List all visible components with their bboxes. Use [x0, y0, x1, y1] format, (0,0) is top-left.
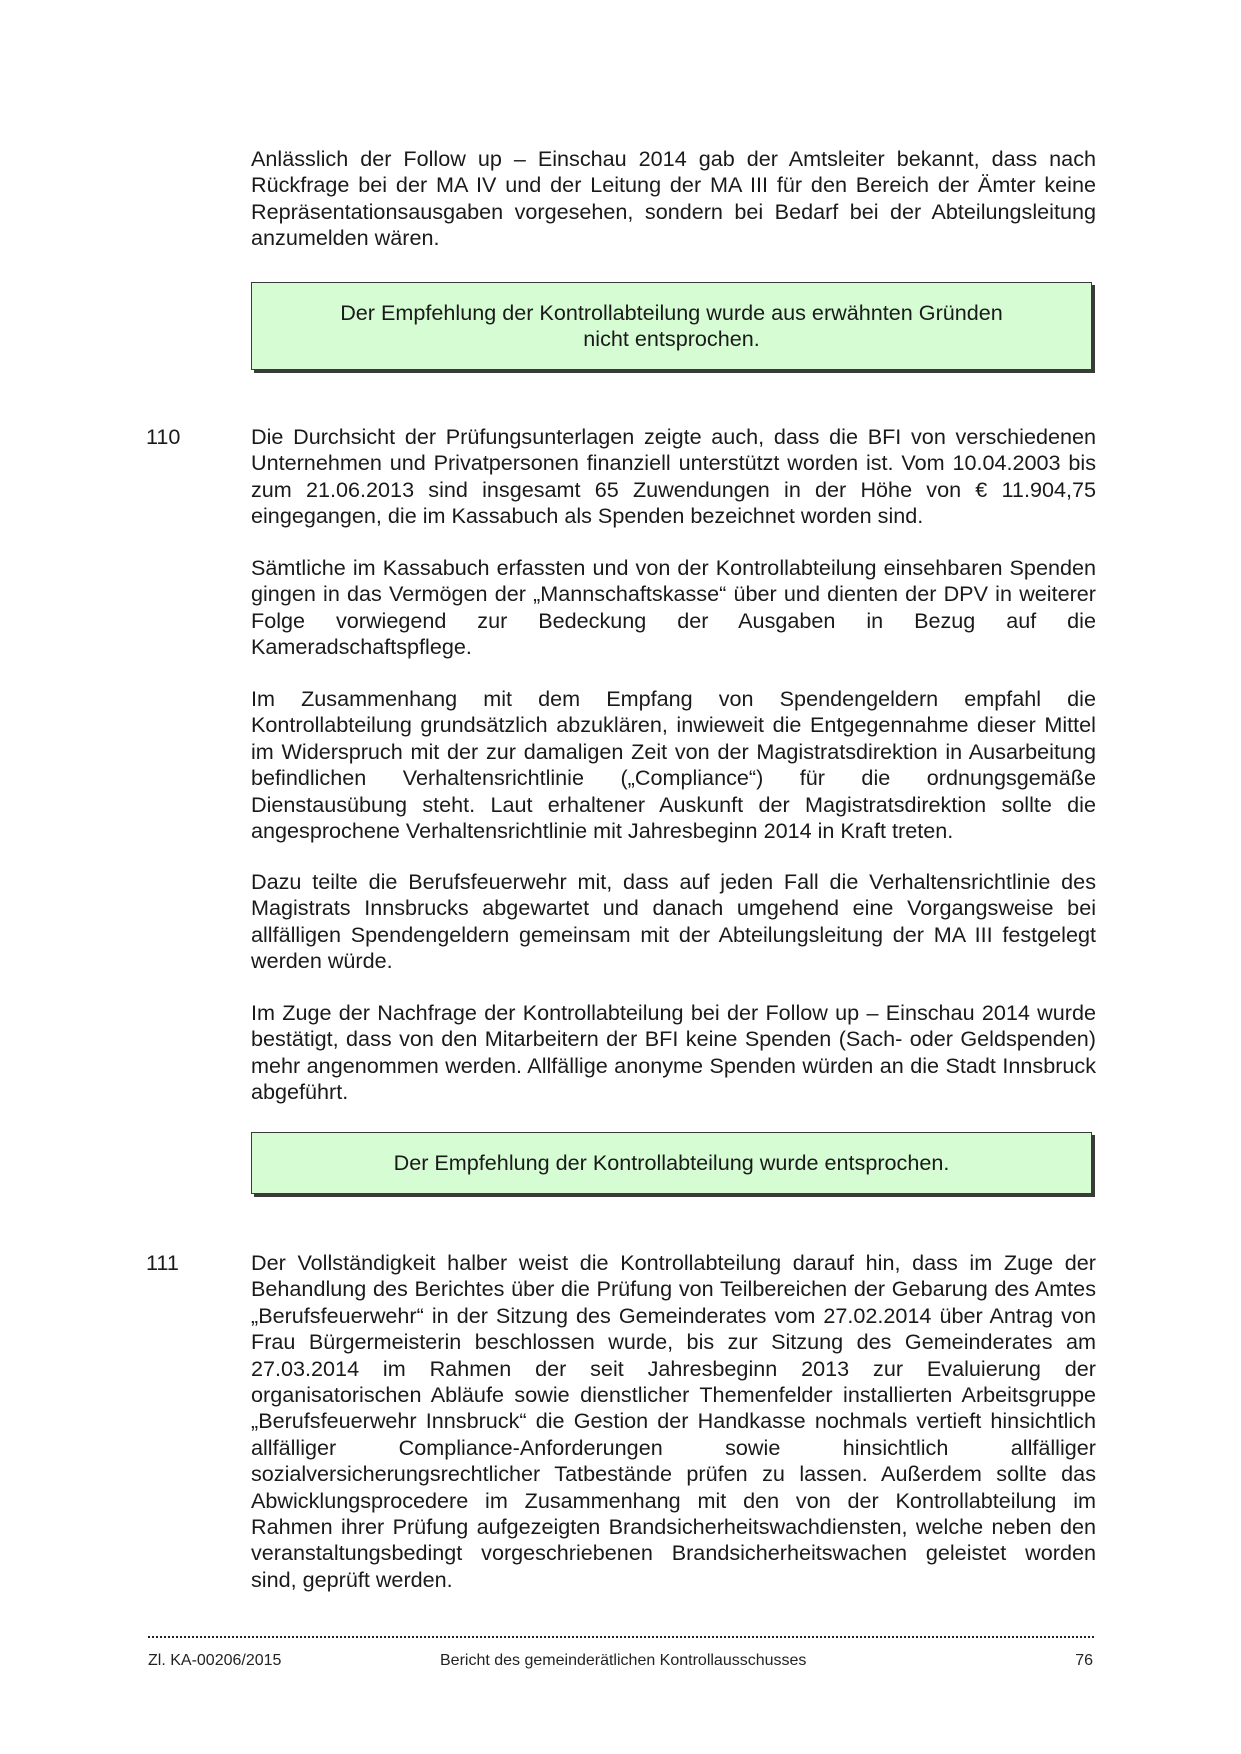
footer-divider	[148, 1632, 1094, 1638]
paragraph-compliance-recommendation: Im Zusammenhang mit dem Empfang von Spendengeldern empfahl die Kontrollabteilung grundsätzlich abzuklären, inwieweit die Entgegennahme dieser Mittel im Widerspruch mit der zur damaligen Zeit von der Magistratsdirektion in Ausarbeitung befindlichen Verhaltensrichtlinie („Compliance“) für die ordnungsgemäße Dienstausübung steht. Laut erhaltener Auskunft der Magistratsdirektion sollte die angesprochene Verhaltensrichtlinie mit Jahresbeginn 2014 in Kraft treten.	[251, 686, 1096, 844]
paragraph-completeness-note: Der Vollständigkeit halber weist die Kontrollabteilung darauf hin, dass im Zuge der Behandlung des Berichtes über die Prüfung von Teilbereichen der Gebarung des Amtes „Berufsfeuerwehr“ in der Sitzung des Gemeinderates vom 27.02.2014 über Antrag von Frau Bürgermeisterin beschlossen wurde, bis zur Sitzung des Gemeinderates am 27.03.2014 im Rahmen der seit Jahresbeginn 2013 zur Evaluierung der organisatorischen Abläufe sowie dienstlicher Themenfelder installierten Arbeitsgruppe „Berufsfeuerwehr Innsbruck“ die Gestion der Handkasse nochmals vertieft hinsichtlich allfälliger Compliance-Anforderungen sowie hinsichtlich allfälliger sozialversicherungsrechtlicher Tatbestände prüfen zu lassen. Außerdem sollte das Abwicklungsprocedere im Zusammenhang mit den von der Kontrollabteilung im Rahmen ihrer Prüfung aufgezeigten Brandsicherheitswachdiensten, welche neben den veranstaltungsbedingt vorgeschriebenen Brandsicherheitswachen geleistet worden sind, geprüft werden.	[251, 1250, 1096, 1592]
paragraph-donations-overview: Die Durchsicht der Prüfungsunterlagen zeigte auch, dass die BFI von verschiedenen Unternehmen und Privatpersonen finanziell unterstützt worden ist. Vom 10.04.2003 bis zum 21.06.2013 sind insgesamt 65 Zuwendungen in der Höhe von € 11.904,75 eingegangen, die im Kassabuch als Spenden bezeichnet worden sind.	[251, 424, 1096, 529]
footer-reference: Zl. KA-00206/2015	[148, 1652, 282, 1669]
recommendation-result-line-1: Der Empfehlung der Kontrollabteilung wurde aus erwähnten Gründen	[340, 299, 1003, 325]
recommendation-result-box-not-followed	[251, 282, 1092, 370]
recommendation-result-box-followed	[251, 1132, 1092, 1194]
section-number-111: 111	[146, 1250, 179, 1275]
footer-page-number: 76	[1075, 1652, 1093, 1669]
footer-report-title: Bericht des gemeinderätlichen Kontrollausschusses	[440, 1652, 807, 1669]
recommendation-result-text: Der Empfehlung der Kontrollabteilung wurde entsprochen.	[393, 1149, 950, 1175]
section-number-110: 110	[146, 424, 181, 449]
paragraph-follow-up-confirmation: Im Zuge der Nachfrage der Kontrollabteilung bei der Follow up – Einschau 2014 wurde bestätigt, dass von den Mitarbeitern der BFI keine Spenden (Sach- oder Geldspenden) mehr angenommen werden. Allfällige anonyme Spenden würden an die Stadt Innsbruck abgeführt.	[251, 1000, 1096, 1105]
recommendation-result-line-2: nicht entsprochen.	[583, 326, 760, 351]
paragraph-donations-team-fund: Sämtliche im Kassabuch erfassten und von der Kontrollabteilung einsehbaren Spenden gingen in das Vermögen der „Mannschaftskasse“ über und dienten der DPV in weiterer Folge vorwiegend zur Bedeckung der Ausgaben in Bezug auf die Kameradschaftspflege.	[251, 555, 1096, 660]
paragraph-representation-expenses: Anlässlich der Follow up – Einschau 2014 gab der Amtsleiter bekannt, dass nach Rückfrage bei der MA IV und der Leitung der MA III für den Bereich der Ämter keine Repräsentationsausgaben vorgesehen, sondern bei Bedarf bei der Abteilungsleitung anzumelden wären.	[251, 146, 1096, 251]
paragraph-fire-department-response: Dazu teilte die Berufsfeuerwehr mit, dass auf jeden Fall die Verhaltensrichtlinie des Magistrats Innsbrucks abgewartet und danach umgehend eine Vorgangsweise bei allfälligen Spendengeldern gemeinsam mit der Abteilungsleitung der MA III festgelegt werden würde.	[251, 869, 1096, 974]
